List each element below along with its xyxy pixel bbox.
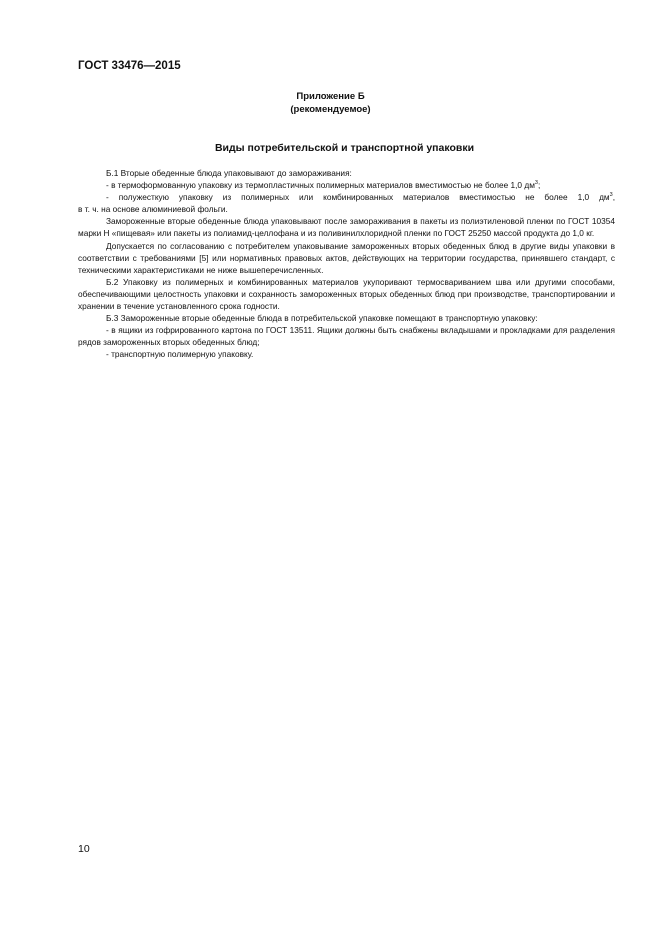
superscript: 3: [534, 180, 538, 187]
paragraph: Б.3 Замороженные вторые обеденные блюда в потребительской упаковке помещают в транспортную упаковку:: [106, 313, 538, 324]
appendix-status: (рекомендуемое): [290, 104, 371, 115]
paragraph-text: - в термоформованную упаковку из термопластичных полимерных материалов вместимостью не более 1,0 дм: [106, 180, 535, 191]
appendix-label: Приложение Б: [296, 91, 365, 102]
paragraph: [78, 191, 615, 203]
paragraph: Б.2 Упаковку из полимерных и комбинированных материалов укупоривают термосвариванием шва или другими способами, обеспечивающими целостность упаковки и сохранность замороженных вторых обеденных блюд при производстве, транспортировании и хранении в течение установленного срока годности.: [78, 276, 615, 312]
paragraph: Замороженные вторые обеденные блюда упаковывают после замораживания в пакеты из полиэтиленовой пленки по ГОСТ 10354 марки Н «пищевая» или пакеты из полиамид-целлофана и из поливинилхлоридной пленки по ГОСТ 25250 массой продукта до 1,0 кг.: [78, 216, 615, 239]
page-number: 10: [78, 843, 90, 855]
punctuation: ;: [537, 180, 541, 191]
section-title: Виды потребительской и транспортной упаковки: [214, 142, 475, 154]
paragraph: Допускается по согласованию с потребителем упаковывание замороженных вторых обеденных блюд в другие виды упаковки в соответствии с требованиями [5] или нормативных правовых актов, действующих на территории государства, принявшего стандарт, с техническими характеристиками не ниже вышеперечисленных.: [78, 240, 615, 275]
paragraph: Б.1 Вторые обеденные блюда упаковывают до замораживания:: [106, 168, 352, 178]
paragraph: - транспортную полимерную упаковку.: [106, 349, 254, 360]
body-text: [78, 167, 615, 361]
paragraph: [78, 179, 615, 191]
superscript: 3: [609, 192, 613, 199]
paragraph-text: - полужесткую упаковку из полимерных или комбинированных материалов вместимостью не более 1,0 дм: [106, 192, 610, 203]
document-code-header: ГОСТ 33476—2015: [78, 60, 181, 72]
paragraph-continuation: в т. ч. на основе алюминиевой фольги.: [78, 204, 228, 215]
punctuation: ,: [612, 192, 615, 203]
appendix-heading: [0, 90, 661, 116]
paragraph: - в ящики из гофрированного картона по ГОСТ 13511. Ящики должны быть снабжены вкладышами и прокладками для разделения рядов замороженных вторых обеденных блюд;: [78, 325, 615, 348]
